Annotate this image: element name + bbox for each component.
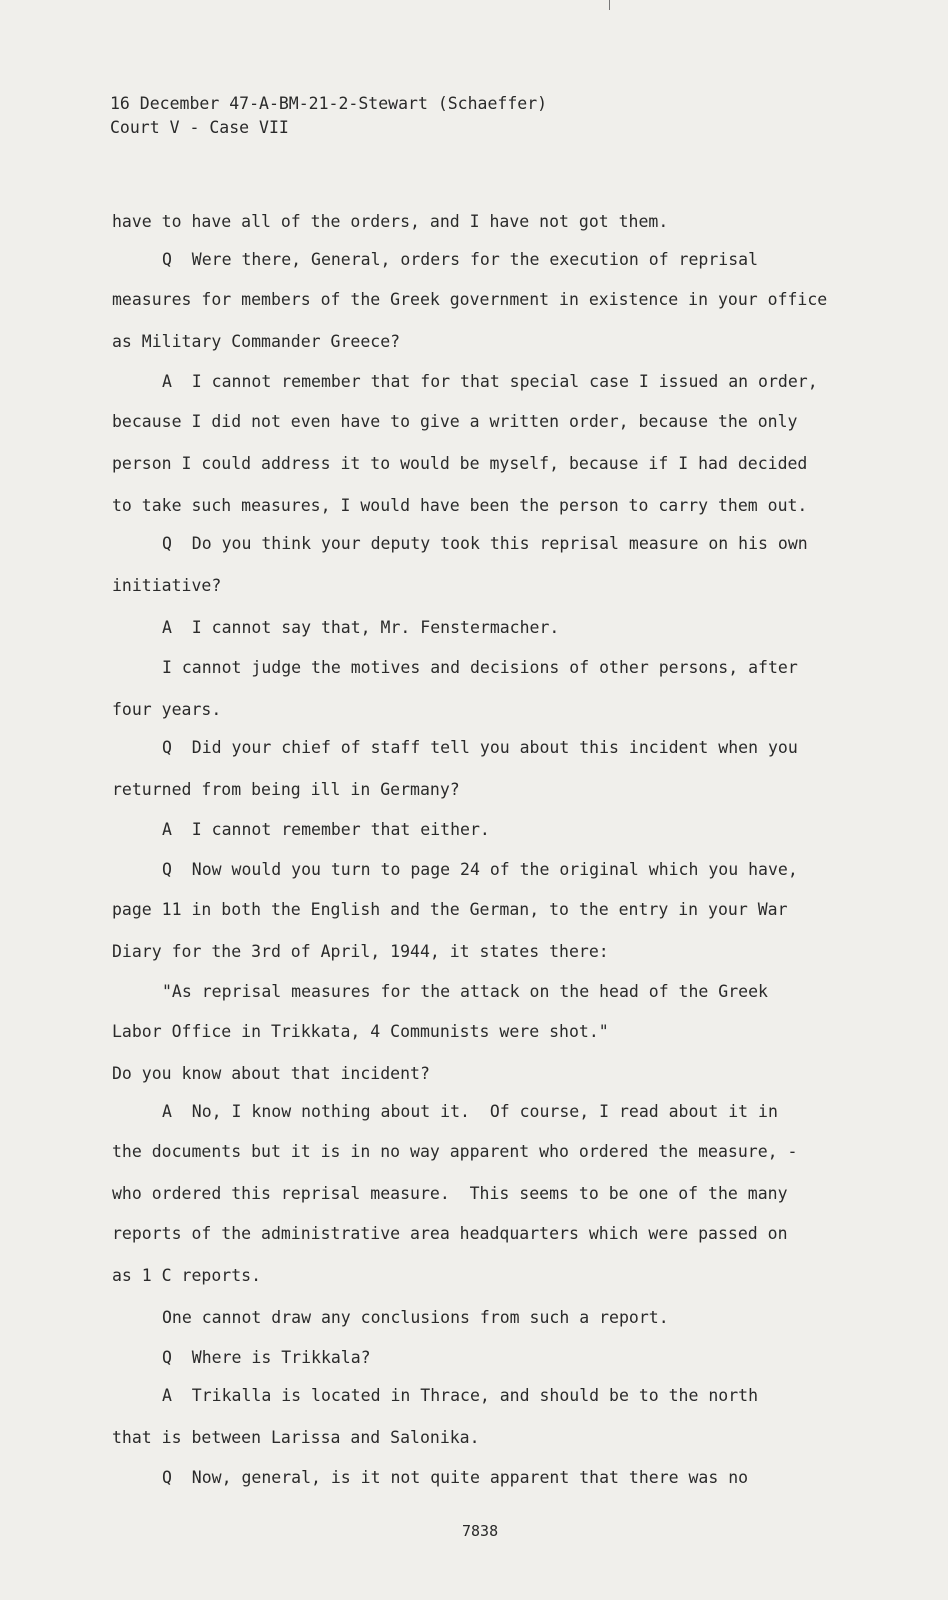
text-line: "As reprisal measures for the attack on the head of the Greek — [162, 982, 768, 1001]
header-line-1: 16 December 47-A-BM-21-2-Stewart (Schaeffer) — [110, 94, 548, 113]
text-line: Q Now, general, is it not quite apparent that there was no — [162, 1468, 749, 1487]
text-line: because I did not even have to give a written order, because the only — [112, 412, 798, 431]
text-line: Do you know about that incident? — [112, 1064, 430, 1083]
text-line: I cannot judge the motives and decisions of other persons, after — [162, 658, 798, 677]
text-line: One cannot draw any conclusions from such a report. — [162, 1308, 669, 1327]
page-number: 7838 — [462, 1522, 499, 1540]
text-line: four years. — [112, 700, 222, 719]
text-line: A I cannot say that, Mr. Fenstermacher. — [162, 618, 560, 637]
text-line: page 11 in both the English and the German, to the entry in your War — [112, 900, 788, 919]
text-line: Diary for the 3rd of April, 1944, it states there: — [112, 942, 609, 961]
text-line: Q Do you think your deputy took this reprisal measure on his own — [162, 534, 808, 553]
text-line: Q Where is Trikkala? — [162, 1348, 371, 1367]
scan-mark — [609, 0, 610, 10]
document-header — [110, 92, 547, 140]
text-line: Labor Office in Trikkata, 4 Communists were shot." — [112, 1022, 609, 1041]
text-line: as Military Commander Greece? — [112, 332, 401, 351]
header-line-2: Court V - Case VII — [110, 118, 289, 137]
text-line: Q Did your chief of staff tell you about this incident when you — [162, 738, 798, 757]
text-line: that is between Larissa and Salonika. — [112, 1428, 480, 1447]
text-line: have to have all of the orders, and I have not got them. — [112, 212, 669, 231]
text-line: reports of the administrative area headquarters which were passed on — [112, 1224, 788, 1243]
text-line: A I cannot remember that for that special case I issued an order, — [162, 372, 818, 391]
text-line: measures for members of the Greek government in existence in your office — [112, 290, 828, 309]
text-line: A Trikalla is located in Thrace, and should be to the north — [162, 1386, 759, 1405]
text-line: as 1 C reports. — [112, 1266, 262, 1285]
text-line: the documents but it is in no way apparent who ordered the measure, - — [112, 1142, 798, 1161]
text-line: who ordered this reprisal measure. This seems to be one of the many — [112, 1184, 788, 1203]
text-line: initiative? — [112, 576, 222, 595]
text-line: Q Now would you turn to page 24 of the original which you have, — [162, 860, 798, 879]
text-line: to take such measures, I would have been the person to carry them out. — [112, 496, 808, 515]
text-line: returned from being ill in Germany? — [112, 780, 460, 799]
text-line: Q Were there, General, orders for the execution of reprisal — [162, 250, 759, 269]
text-line: A I cannot remember that either. — [162, 820, 490, 839]
text-line: person I could address it to would be myself, because if I had decided — [112, 454, 808, 473]
text-line: A No, I know nothing about it. Of course, I read about it in — [162, 1102, 778, 1121]
